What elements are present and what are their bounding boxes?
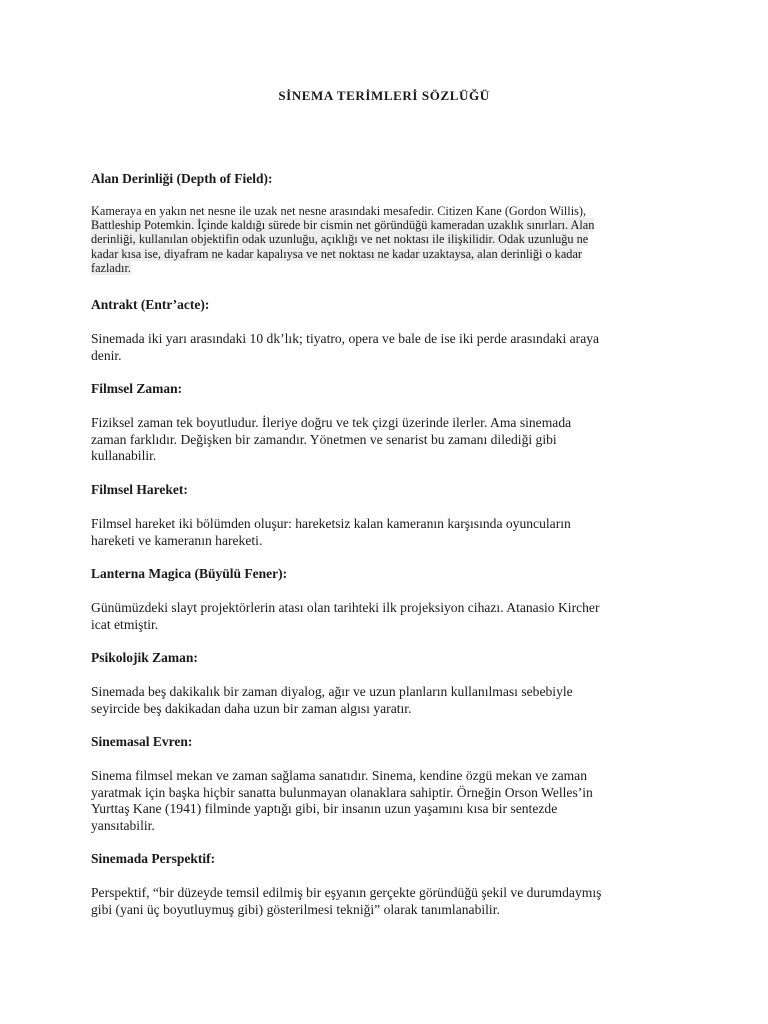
definition-line: Sinemada beş dakikalık bir zaman diyalog, ağır ve uzun planların kullanılması sebebiyle (91, 684, 573, 699)
definition-line: fazladır. (91, 260, 131, 275)
definition-line: hareketi ve kameranın hareketi. (91, 532, 263, 548)
definition-line: Yurttaş Kane (1941) filminde yaptığı gibi, bir insanın uzun yaşamını kısa bir sentezde (91, 801, 558, 816)
definition-line: Günümüzdeki slayt projektörlerin atası olan tarihteki ilk projeksiyon cihazı. Atanasio Kircher (91, 600, 600, 615)
term-definition (91, 600, 681, 633)
definition-line: derinliği, kullanılan objektifin odak uzunluğu, açıklığı ve net noktası ile ilişkilidir. Odak uzunluğu ne (91, 232, 589, 247)
term-definition (91, 885, 681, 918)
term-definition (91, 516, 681, 549)
term-heading: Alan Derinliği (Depth of Field): (91, 171, 273, 186)
definition-line: yansıtabilir. (91, 817, 155, 833)
definition-line: Perspektif, “bir düzeyde temsil edilmiş bir eşyanın gerçekte göründüğü şekil ve durumdaymış (91, 885, 602, 900)
definition-line: gibi (yani üç boyutluymuş gibi) gösterilmesi tekniği” olarak tanımlanabilir. (91, 901, 500, 917)
term-definition (91, 204, 681, 275)
term-heading: Filmsel Zaman: (91, 381, 183, 396)
definition-line: kullanabilir. (91, 448, 157, 463)
term-heading: Sinemasal Evren: (91, 734, 193, 749)
definition-line: Sinema filmsel mekan ve zaman sağlama sanatıdır. Sinema, kendine özgü mekan ve zaman (91, 768, 588, 783)
definition-line: zaman farklıdır. Değişken bir zamandır. Yönetmen ve senarist bu zamanı dilediği gibi (91, 431, 557, 447)
definition-line: Fiziksel zaman tek boyutludur. İleriye doğru ve tek çizgi üzerinde ilerler. Ama sinemada (91, 415, 572, 430)
definition-line: Sinemada iki yarı arasındaki 10 dk’lık; tiyatro, opera ve bale de ise iki perde arasındaki araya (91, 331, 600, 346)
term-definition (91, 415, 681, 465)
term-heading: Lanterna Magica (Büyülü Fener): (91, 566, 288, 581)
term-heading: Antrakt (Entr’acte): (91, 297, 210, 312)
page-title: SİNEMA TERİMLERİ SÖZLÜĞÜ (278, 88, 490, 103)
term-definition (91, 768, 681, 834)
definition-line: seyircide beş dakikadan daha uzun bir zaman algısı yaratır. (91, 700, 412, 716)
term-definition (91, 684, 681, 717)
term-heading: Filmsel Hareket: (91, 482, 188, 497)
definition-line: Filmsel hareket iki bölümden oluşur: hareketsiz kalan kameranın karşısında oyuncuların (91, 516, 571, 531)
term-heading: Sinemada Perspektif: (91, 851, 216, 866)
definition-line: yaratmak için başka hiçbir sanatta bulunmayan olanaklara sahiptir. Örneğin Orson Welles’in (91, 784, 593, 800)
definition-line: kadar kısa ise, diyafram ne kadar kapalıysa ve net noktası ne kadar uzaktaysa, alan derinliği o kadar (91, 246, 582, 261)
definition-line: icat etmiştir. (91, 616, 159, 632)
definition-line: Battleship Potemkin. İçinde kaldığı sürede bir cismin net göründüğü kameradan uzaklık sınırları. Alan (91, 218, 595, 233)
definition-line: Kameraya en yakın net nesne ile uzak net nesne arasındaki mesafedir. Citizen Kane (Gordon Willis), (91, 204, 587, 218)
term-heading: Psikolojik Zaman: (91, 650, 198, 665)
term-definition (91, 331, 681, 364)
definition-line: denir. (91, 347, 122, 363)
